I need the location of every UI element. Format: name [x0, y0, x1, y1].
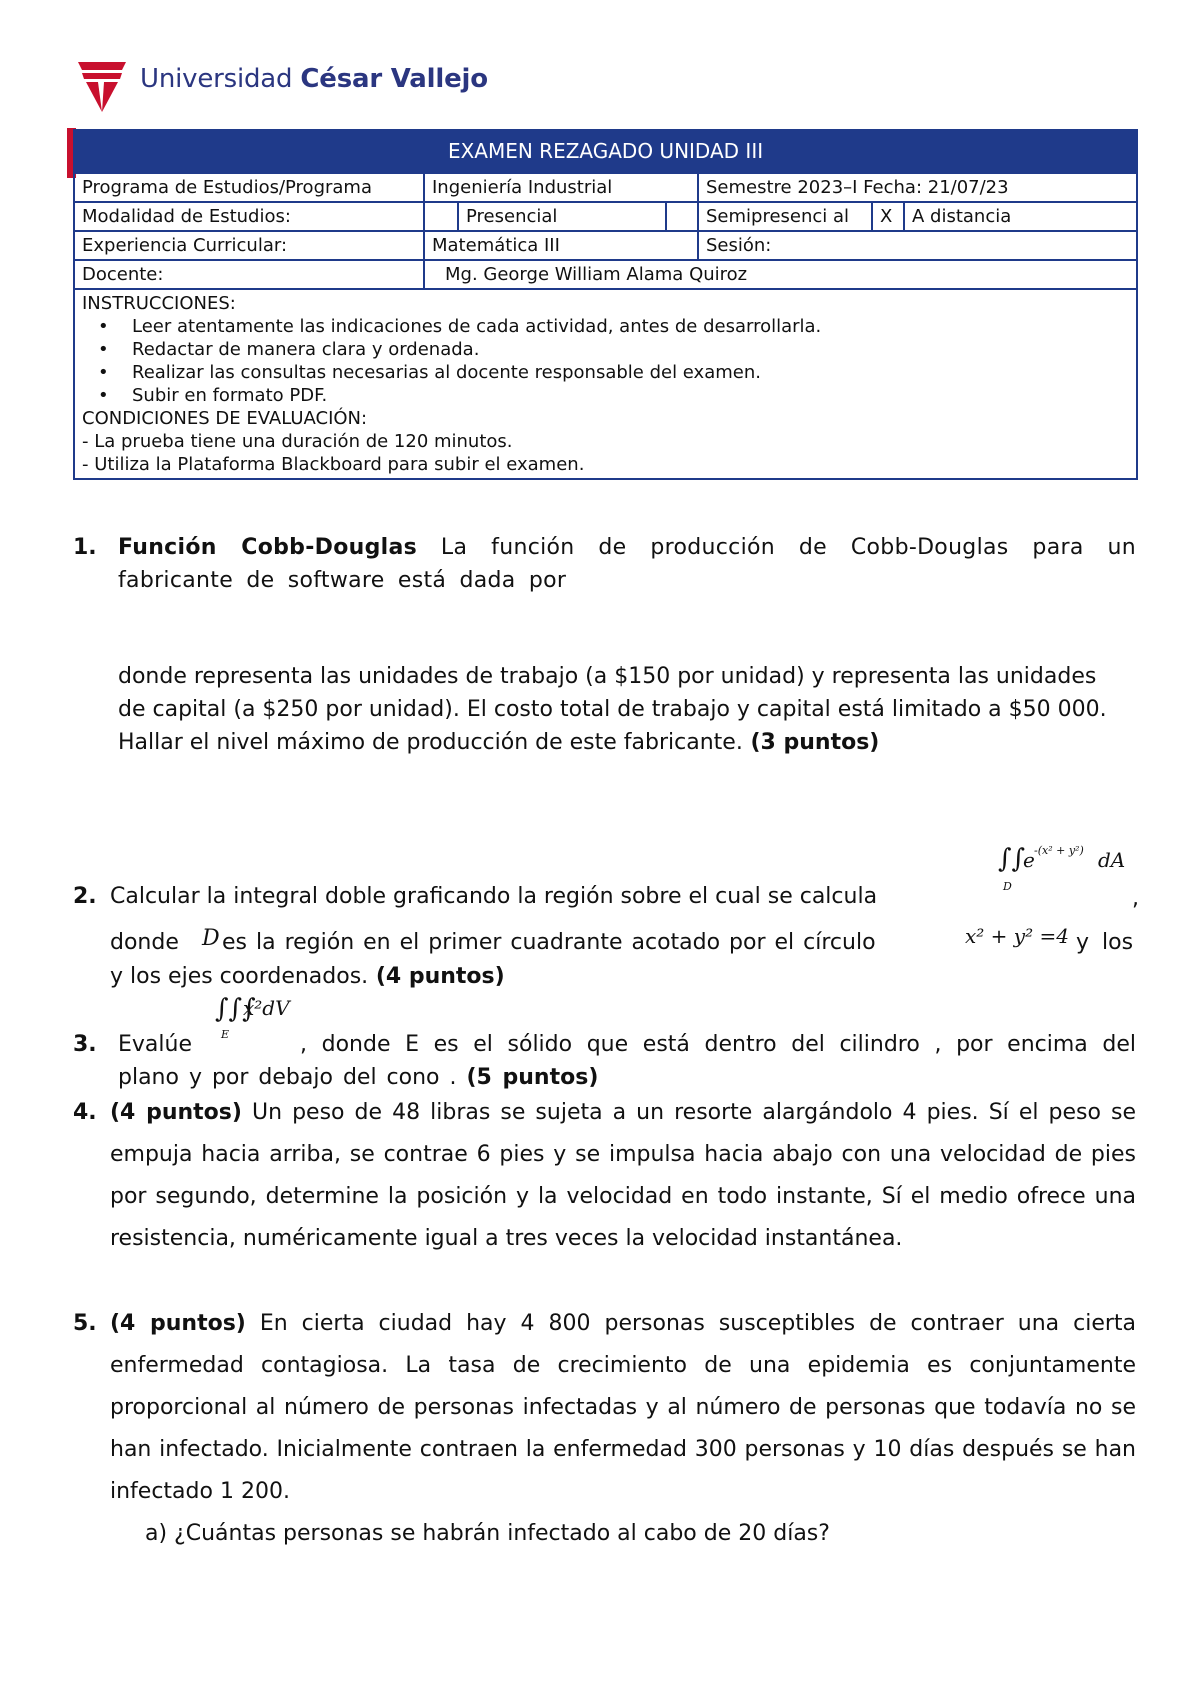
- question-4: 4. (4 puntos) Un peso de 48 libras se sujeta a un resorte alargándolo 4 pies. Sí el peso se empuja hacia arriba, se contrae 6 pies y se impulsa hacia abajo con una velocidad de pies por segundo, determine la posición y la velocidad en todo instante, Sí el medio ofrece una resistencia, numéricamente igual a tres veces la velocidad instantánea.: [73, 1092, 1136, 1260]
- question-1-body: donde representa las unidades de trabajo (a $150 por unidad) y representa las unidades de capital (a $250 por unidad). El costo total de trabajo y capital está limitado a $50 000. Hallar el nivel máximo de producción de este fabricante. (3 puntos): [118, 664, 1107, 755]
- question-1: [73, 531, 1136, 597]
- question-number: 3.: [73, 1032, 97, 1057]
- question-5-sub-a: a) ¿Cuántas personas se habrán infectado al cabo de 20 días?: [145, 1521, 830, 1546]
- docente-label: Docente:: [74, 260, 424, 289]
- presencial-checkbox: [424, 202, 458, 231]
- experiencia-value: Matemática III: [424, 231, 698, 260]
- question-2: [73, 880, 1136, 913]
- question-number: 2.: [73, 884, 97, 909]
- programa-label: Programa de Estudios/Programa: [74, 173, 424, 202]
- list-item: • Redactar de manera clara y ordenada.: [132, 338, 1129, 361]
- exam-title: EXAMEN REZAGADO UNIDAD III: [74, 130, 1137, 173]
- semestre-fecha: Semestre 2023–I Fecha: 21/07/23: [698, 173, 1137, 202]
- condicion-item: - Utiliza la Plataforma Blackboard para subir el examen.: [82, 454, 585, 475]
- comma: ,: [1132, 886, 1139, 911]
- docente-value: Mg. George William Alama Quiroz: [424, 260, 1137, 289]
- question-3-line: Evalúe , donde E es el sólido que está dentro del cilindro , por encima del plano y por debajo del cono . (5 puntos): [118, 1032, 1136, 1090]
- los-word: y los: [1076, 930, 1134, 955]
- double-integral-expression: ∫∫ e -(x² + y²) dA D: [998, 844, 1126, 893]
- ucv-shield-icon: [76, 58, 128, 114]
- double-integral-icon: ∫∫: [998, 844, 1026, 874]
- question-2-line1: Calcular la integral doble graficando la región sobre el cual se calcula: [110, 884, 878, 909]
- semipresencial-checkbox: [666, 202, 698, 231]
- sesion-label: Sesión:: [698, 231, 1137, 260]
- question-5: 5. (4 puntos) En cierta ciudad hay 4 800 personas susceptibles de contraer una cierta enfermedad contagiosa. La tasa de crecimiento de una epidemia es conjuntamente proporcional al número de personas infectadas y al número de personas que todavía no se han infectado. Inicialmente contraen la enfermedad 300 personas y 10 días después se han infectado 1 200. a) ¿Cuántas personas se habrán infectado al cabo de 20 días?: [73, 1303, 1136, 1555]
- exam-header-table: [73, 129, 1138, 480]
- question-2-line3: y los ejes coordenados. (4 puntos): [110, 964, 505, 989]
- instrucciones-list: [82, 315, 1129, 407]
- instructions-cell: [74, 289, 1137, 479]
- question-number: 1.: [73, 535, 97, 560]
- list-item: • Realizar las consultas necesarias al docente responsable del examen.: [132, 361, 1129, 384]
- question-1-intro: Función Cobb-Douglas La función de producción de Cobb-Douglas para un fabricante de software está dada por: [118, 535, 1136, 593]
- experiencia-label: Experiencia Curricular:: [74, 231, 424, 260]
- programa-value: Ingeniería Industrial: [424, 173, 698, 202]
- distancia-label: A distancia: [904, 202, 1137, 231]
- condiciones-title: CONDICIONES DE EVALUACIÓN:: [82, 408, 368, 429]
- semipresencial-label: Semipresenci al: [698, 202, 872, 231]
- triple-integral-icon: ∫∫∫: [215, 994, 256, 1024]
- distancia-checkbox: X: [872, 202, 904, 231]
- question-number: 4.: [73, 1100, 97, 1125]
- university-logo: [76, 58, 488, 118]
- condicion-item: - La prueba tiene una duración de 120 minutos.: [82, 431, 513, 452]
- modalidad-label: Modalidad de Estudios:: [74, 202, 424, 231]
- question-2-line2: donde D es la región en el primer cuadrante acotado por el círculo x² + y² =4 y los: [110, 926, 1136, 959]
- triple-integral-expression: ∫∫∫ x²dV E: [215, 994, 290, 1041]
- list-item: • Leer atentamente las indicaciones de cada actividad, antes de desarrollarla.: [132, 315, 1129, 338]
- question-number: 5.: [73, 1311, 97, 1336]
- presencial-label: Presencial: [458, 202, 666, 231]
- instrucciones-title: INSTRUCCIONES:: [82, 293, 236, 314]
- list-item: • Subir en formato PDF.: [132, 384, 1129, 407]
- circle-equation: x² + y² =4: [965, 924, 1069, 948]
- logo-text: Universidad César Vallejo: [140, 64, 488, 94]
